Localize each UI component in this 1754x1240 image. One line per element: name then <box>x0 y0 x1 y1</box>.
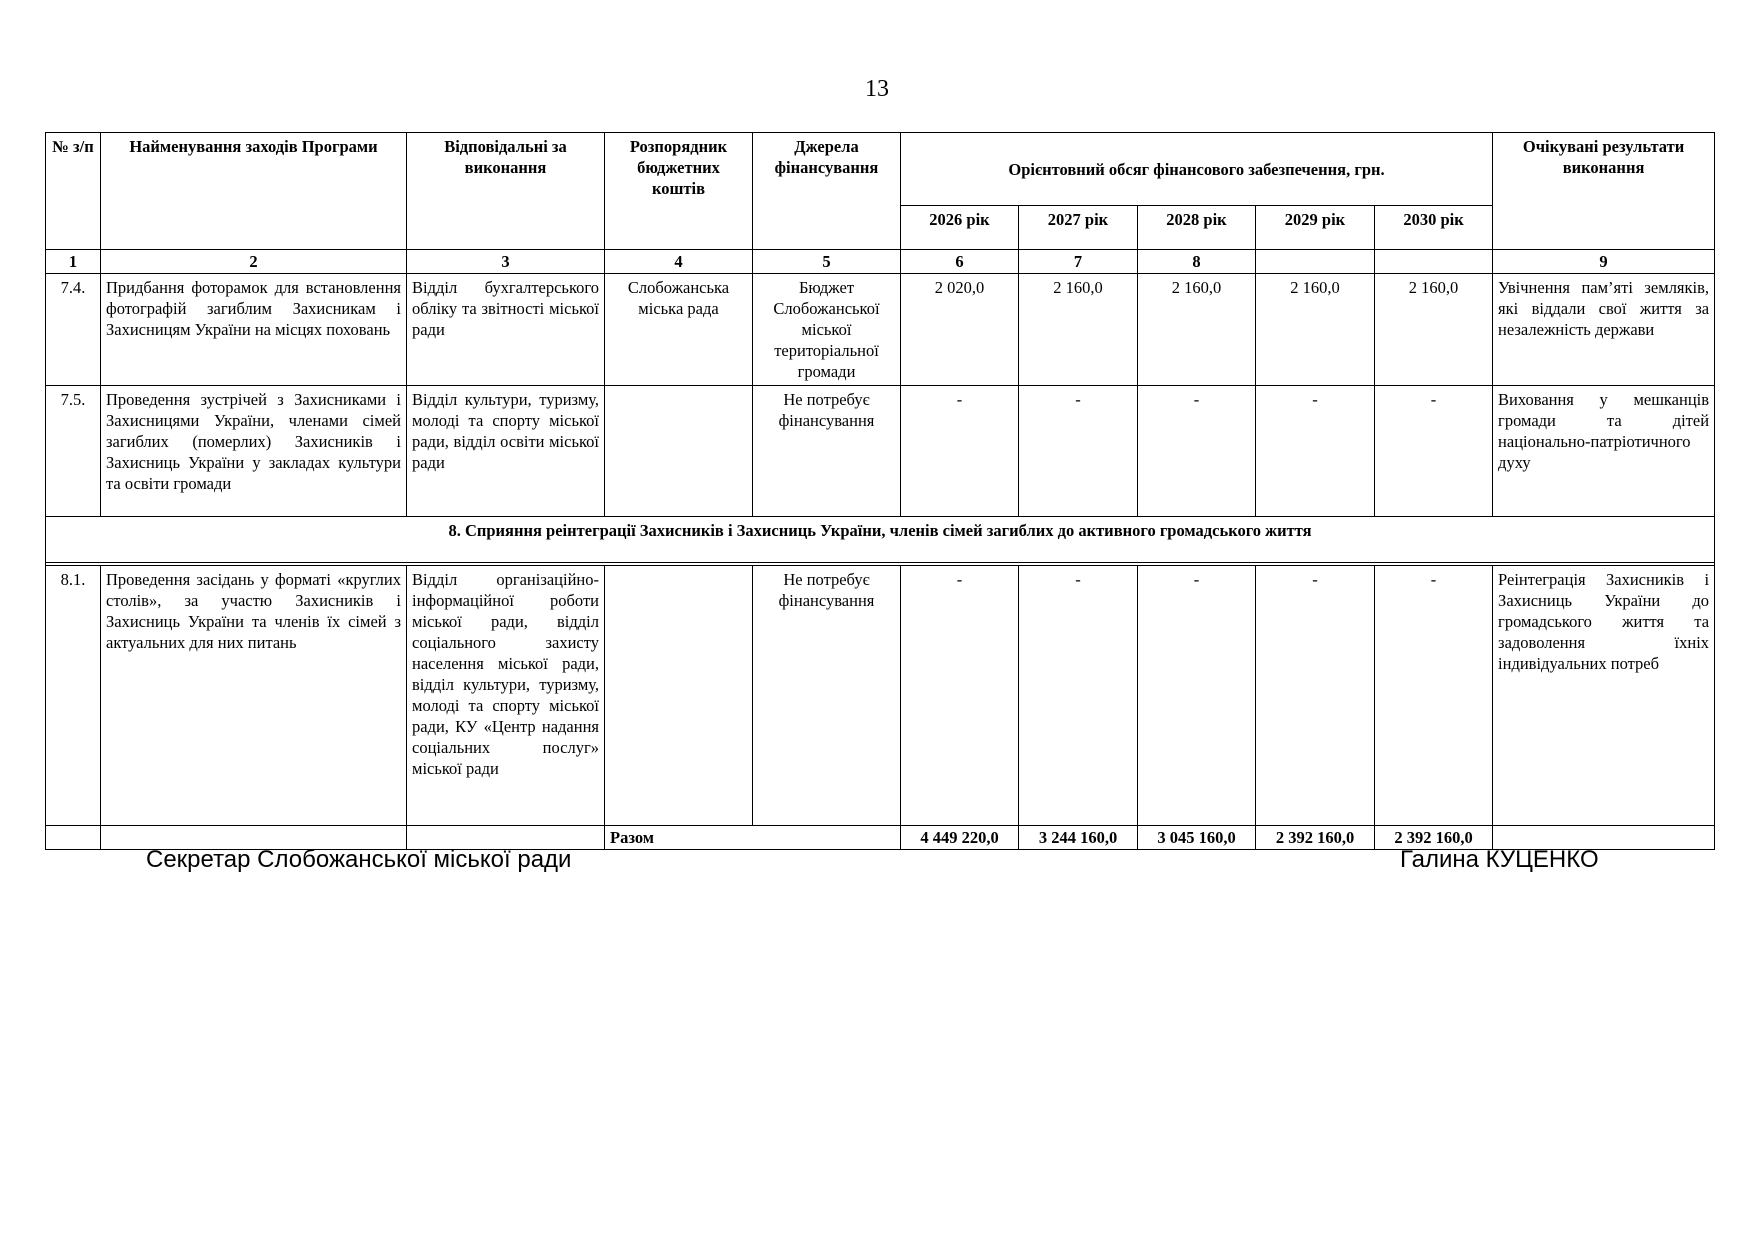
total-2028: 3 045 160,0 <box>1138 826 1256 850</box>
table-row <box>46 386 1715 517</box>
funding-source: Не потребує фінансування <box>753 566 901 826</box>
amount-2027: - <box>1019 566 1138 826</box>
header-year: 2029 рік <box>1256 206 1375 250</box>
budget-manager: Слобожанська міська рада <box>605 274 753 386</box>
header-number: № з/п <box>46 133 101 250</box>
measure-name: Придбання фоторамок для встановлення фотографій загиблим Захисникам і Захисницям України на місцях поховань <box>101 274 407 386</box>
column-number: 7 <box>1019 250 1138 274</box>
row-number: 7.4. <box>46 274 101 386</box>
amount-2029: - <box>1256 566 1375 826</box>
responsible: Відділ організаційно-інформаційної роботи міської ради, відділ соціального захисту населення міської ради, відділ культури, туризму, молоді та спорту міської ради, КУ «Центр надання соціальних послуг» міської ради <box>407 566 605 826</box>
responsible: Відділ бухгалтерського обліку та звітності міської ради <box>407 274 605 386</box>
expected-result: Увічнення пам’яті земляків, які віддали свої життя за незалежність держави <box>1493 274 1715 386</box>
expected-result: Реінтеграція Захисників і Захисниць України до громадського життя та задоволення їхніх індивідуальних потреб <box>1493 566 1715 826</box>
header-expected-results: Очікувані результати виконання <box>1493 133 1715 250</box>
total-2026: 4 449 220,0 <box>901 826 1019 850</box>
amount-2028: 2 160,0 <box>1138 274 1256 386</box>
page-number: 13 <box>865 76 889 102</box>
amount-2030: - <box>1375 386 1493 517</box>
signatory-position: Секретар Слобожанської міської ради <box>146 846 572 873</box>
column-number: 3 <box>407 250 605 274</box>
amount-2029: - <box>1256 386 1375 517</box>
column-number: 4 <box>605 250 753 274</box>
column-numbers-row <box>46 250 1715 274</box>
header-funding-volume: Орієнтовний обсяг фінансового забезпечення, грн. <box>901 133 1493 206</box>
header-year: 2026 рік <box>901 206 1019 250</box>
funding-source: Не потребує фінансування <box>753 386 901 517</box>
total-label: Разом <box>605 826 901 850</box>
expected-result: Виховання у мешканців громади та дітей національно-патріотичного духу <box>1493 386 1715 517</box>
total-2027: 3 244 160,0 <box>1019 826 1138 850</box>
column-number: 2 <box>101 250 407 274</box>
column-number: 6 <box>901 250 1019 274</box>
table-row <box>46 566 1715 826</box>
header-year: 2028 рік <box>1138 206 1256 250</box>
budget-manager <box>605 566 753 826</box>
table-row <box>46 274 1715 386</box>
program-measures-table <box>45 132 1715 850</box>
header-measure-name: Найменування заходів Програми <box>101 133 407 250</box>
column-number <box>1375 250 1493 274</box>
header-year: 2030 рік <box>1375 206 1493 250</box>
total-empty <box>46 826 101 850</box>
amount-2026: 2 020,0 <box>901 274 1019 386</box>
measure-name: Проведення засідань у форматі «круглих столів», за участю Захисників і Захисниць України та членів їх сімей з актуальних для них питань <box>101 566 407 826</box>
signatory-name: Галина КУЦЕНКО <box>1400 846 1599 873</box>
amount-2026: - <box>901 386 1019 517</box>
header-year: 2027 рік <box>1019 206 1138 250</box>
budget-manager <box>605 386 753 517</box>
column-number: 9 <box>1493 250 1715 274</box>
section-title: 8. Сприяння реінтеграції Захисників і Захисниць України, членів сімей загиблих до активного громадського життя <box>46 517 1715 563</box>
funding-source: Бюджет Слобожанської міської територіальної громади <box>753 274 901 386</box>
header-budget-manager: Розпорядник бюджетних коштів <box>605 133 753 250</box>
column-number: 1 <box>46 250 101 274</box>
section-heading-row <box>46 517 1715 563</box>
header-responsible: Відповідальні за виконання <box>407 133 605 250</box>
amount-2027: 2 160,0 <box>1019 274 1138 386</box>
row-number: 8.1. <box>46 566 101 826</box>
column-number: 8 <box>1138 250 1256 274</box>
amount-2030: 2 160,0 <box>1375 274 1493 386</box>
amount-2027: - <box>1019 386 1138 517</box>
amount-2028: - <box>1138 566 1256 826</box>
row-number: 7.5. <box>46 386 101 517</box>
measure-name: Проведення зустрічей з Захисниками і Захисницями України, членами сімей загиблих (померлих) Захисників і Захисниць України у закладах культури та освіти громади <box>101 386 407 517</box>
header-funding-source: Джерела фінансування <box>753 133 901 250</box>
column-number: 5 <box>753 250 901 274</box>
header-row <box>46 133 1715 206</box>
amount-2029: 2 160,0 <box>1256 274 1375 386</box>
total-2029: 2 392 160,0 <box>1256 826 1375 850</box>
responsible: Відділ культури, туризму, молоді та спорту міської ради, відділ освіти міської ради <box>407 386 605 517</box>
amount-2030: - <box>1375 566 1493 826</box>
amount-2026: - <box>901 566 1019 826</box>
column-number <box>1256 250 1375 274</box>
total-2030: 2 392 160,0 <box>1375 826 1493 850</box>
amount-2028: - <box>1138 386 1256 517</box>
